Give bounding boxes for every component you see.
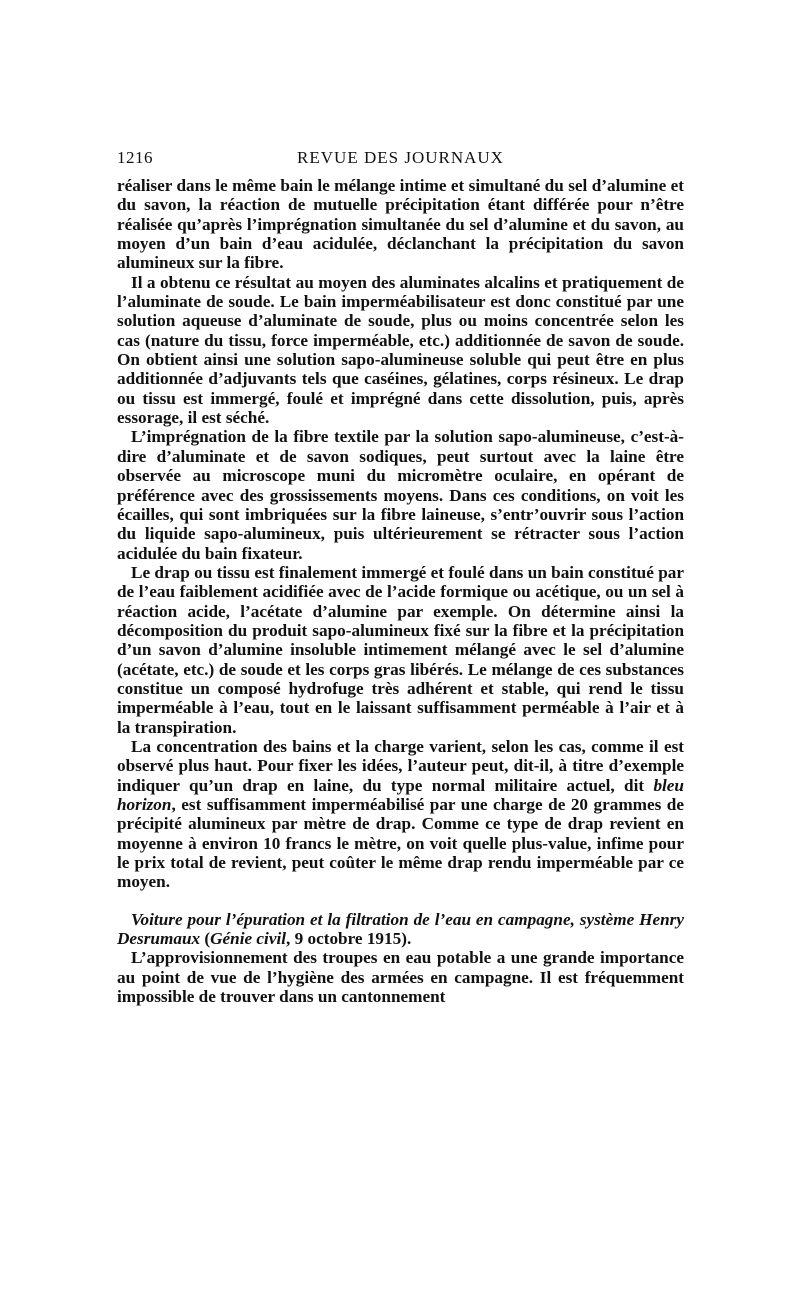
- article-date: , 9 octobre 1915).: [286, 929, 412, 949]
- paragraph-impregnation: L’imprégnation de la fibre textile par la solution sapo-alumineuse, c’est-à-dire d’aluminate et de savon sodiques, peut surtout avec la laine être observée au microscope muni du micromètre oculaire, en opérant de préférence avec des grossissements moyens. Dans ces conditions, on voit les écailles, qui sont imbriquées sur la fibre laineuse, s’entr’ouvrir sous l’action du liquide sapo-alumineux, puis ultérieurement se rétracter sous l’action acidulée du bain fixateur.: [117, 427, 684, 563]
- page-number: 1216: [117, 148, 153, 167]
- article-source: Génie civil: [210, 929, 287, 949]
- paragraph-continuation: réaliser dans le même bain le mélange intime et simultané du sel d’alumine et du savon, la réaction de mutuelle précipitation étant différée pour n’être réalisée qu’après l’imprégnation simultanée du sel d’alumine et du savon, au moyen d’un bain d’eau acidulée, déclanchant la précipitation du savon alumineux sur la fibre.: [117, 176, 684, 273]
- paragraph-concentration-text-2: , est suffisamment imperméabilisé par une charge de 20 grammes de précipité alumineux par mètre de drap. Comme ce type de drap revient en moyenne à environ 10 francs le mètre, on voit quelle plus-value, infime pour le prix total de revient, peut coûter le même drap rendu imperméable par ce moyen.: [117, 795, 684, 892]
- paragraph-concentration-text-1: La concentration des bains et la charge varient, selon les cas, comme il est observé plus haut. Pour fixer les idées, l’auteur peut, dit-il, à titre d’exemple indiquer qu’un drap en laine, du type normal militaire actuel, dit: [117, 736, 684, 795]
- document-page: [117, 148, 684, 1006]
- article-heading: [117, 910, 684, 949]
- running-head: [117, 148, 684, 176]
- article-open: (: [200, 929, 211, 949]
- paragraph-fixing-bath: Le drap ou tissu est finalement immergé et foulé dans un bain constitué par de l’eau faiblement acidifiée avec de l’acide formique ou acétique, ou un sel à réaction acide, l’acétate d’alumine par exemple. On détermine ainsi la décomposition du produit sapo-alumineux fixé sur la fibre et la précipitation d’un savon d’alumine insoluble intimement mélangé avec le sel d’alumine (acétate, etc.) de soude et les corps gras libérés. Le mélange de ces substances constitue un composé hydrofuge très adhérent et stable, qui rend le tissu imperméable à l’eau, tout en le laissant suffisamment perméable à l’air et à la transpiration.: [117, 562, 684, 737]
- article-title: Voiture pour l’épuration et la filtration de l’eau en campagne, système Henry Desrumaux: [117, 909, 684, 949]
- paragraph-concentration-italic: bleu horizon: [117, 775, 684, 814]
- paragraph-water-supply: L’approvisionnement des troupes en eau potable a une grande importance au point de vue de l’hygiène des armées en campagne. Il est fréquemment impossible de trouver dans un cantonnement: [117, 948, 684, 1007]
- running-title: REVUE DES JOURNAUX: [297, 148, 504, 167]
- paragraph-concentration: [117, 737, 684, 892]
- paragraph-aluminates: Il a obtenu ce résultat au moyen des aluminates alcalins et pratiquement de l’aluminate de soude. Le bain imperméabilisateur est donc constitué par une solution aqueuse d’aluminate de soude, plus ou moins concentrée selon les cas (nature du tissu, force imperméable, etc.) additionnée de savon de soude. On obtient ainsi une solution sapo-alumineuse soluble qui peut être en plus additionnée d’adjuvants tels que caséines, gélatines, corps résineux. Le drap ou tissu est immergé, foulé et imprégné dans cette dissolution, puis, après essorage, il est séché.: [117, 272, 684, 428]
- body-text: [117, 176, 684, 1006]
